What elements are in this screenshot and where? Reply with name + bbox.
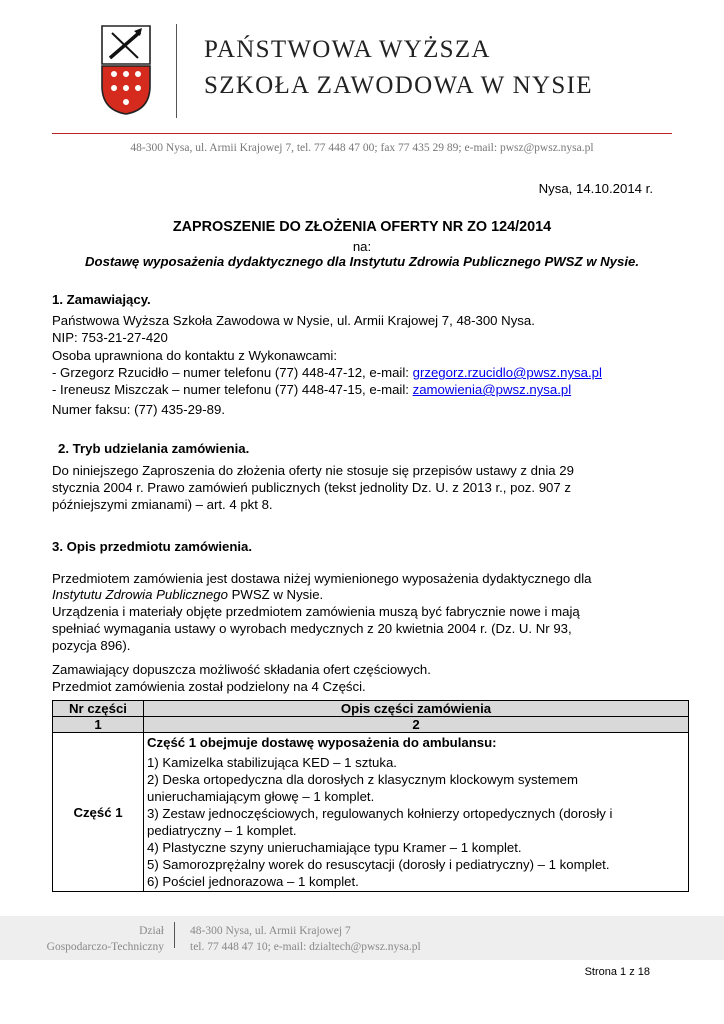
header-part-number: Nr części bbox=[53, 701, 144, 717]
section3-p1-line1: Przedmiotem zamówienia jest dostawa niżej wymienionego wyposażenia dydaktycznego dla bbox=[52, 571, 592, 586]
list-item: 3) Zestaw jednoczęściowych, regulowanych kołnierzy ortopedycznych (dorosły i bbox=[147, 806, 613, 821]
section2-heading: 2. Tryb udzielania zamówienia. bbox=[58, 441, 250, 456]
list-item: unieruchamiającym głowę – 1 komplet. bbox=[147, 789, 375, 804]
institution-name-line1: PAŃSTWOWA WYŻSZA bbox=[204, 36, 491, 63]
table-row bbox=[53, 733, 689, 892]
header-rule bbox=[52, 133, 672, 134]
header-divider bbox=[176, 24, 177, 118]
header-address: 48-300 Nysa, ul. Armii Krajowej 7, tel. 77 448 47 00; fax 77 435 29 89; e-mail: pwsz@pwsz.nysa.pl bbox=[130, 142, 594, 154]
section3-p3-line2: Przedmiot zamówienia został podzielony na 4 Części. bbox=[52, 679, 366, 694]
list-item: 1) Kamizelka stabilizująca KED – 1 sztuka. bbox=[147, 755, 397, 770]
section1-fax: Numer faksu: (77) 435-29-89. bbox=[52, 402, 225, 417]
list-item: 5) Samorozprężalny worek do resuscytacji (dorosły i pediatryczny) – 1 komplet. bbox=[147, 857, 610, 872]
document-title: ZAPROSZENIE DO ZŁOŻENIA OFERTY NR ZO 124/2014 bbox=[172, 219, 552, 235]
list-item: 4) Plastyczne szyny unieruchamiające typu Kramer – 1 komplet. bbox=[147, 840, 522, 855]
footer-department bbox=[47, 923, 164, 955]
part-description bbox=[144, 733, 689, 892]
document-na: na: bbox=[352, 239, 372, 254]
p1-line2-rest: PWSZ w Nysie. bbox=[227, 587, 324, 602]
column-number-1: 1 bbox=[53, 717, 144, 733]
list-item: pediatryczny – 1 komplet. bbox=[147, 823, 297, 838]
section3-p2-line3: pozycja 896). bbox=[52, 638, 131, 653]
institute-name-italic: Instytutu Zdrowia Publicznego bbox=[52, 587, 228, 602]
list-item: 6) Pościel jednorazowa – 1 komplet. bbox=[147, 874, 359, 889]
contact1-email-link[interactable]: grzegorz.rzucidlo@pwsz.nysa.pl bbox=[412, 365, 602, 380]
document-subject: Dostawę wyposażenia dydaktycznego dla Instytutu Zdrowia Publicznego PWSZ w Nysie. bbox=[85, 254, 639, 269]
footer-addr-line1: 48-300 Nysa, ul. Armii Krajowej 7 bbox=[190, 925, 351, 937]
section2-line2: stycznia 2004 r. Prawo zamówień publicznych (tekst jednolity Dz. U. z 2013 r., poz. 907 z bbox=[52, 480, 571, 495]
part-label: Część 1 bbox=[53, 733, 144, 892]
section1-contact2 bbox=[52, 381, 571, 398]
section3-p3-line1: Zamawiający dopuszcza możliwość składania ofert częściowych. bbox=[52, 662, 431, 677]
page-number: Strona 1 z 18 bbox=[584, 966, 650, 978]
institution-name-line2: SZKOŁA ZAWODOWA W NYSIE bbox=[204, 72, 593, 99]
section3-p2-line2: spełniać wymagania ustawy o wyrobach medycznych z 20 kwietnia 2004 r. (Dz. U. Nr 93, bbox=[52, 621, 572, 636]
section1-contact1 bbox=[52, 364, 602, 381]
contact1-text: - Grzegorz Rzucidło – numer telefonu (77) 448-47-12, e-mail: bbox=[52, 365, 413, 380]
table-number-row bbox=[53, 717, 689, 733]
section1-nip: NIP: 753-21-27-420 bbox=[52, 330, 168, 345]
university-crest-logo bbox=[100, 24, 152, 116]
parts-table bbox=[52, 700, 689, 892]
footer-addr-line2: tel. 77 448 47 10; e-mail: dzialtech@pwsz.nysa.pl bbox=[190, 941, 421, 953]
footer-address bbox=[190, 923, 421, 955]
section1-address: Państwowa Wyższa Szkoła Zawodowa w Nysie, ul. Armii Krajowej 7, 48-300 Nysa. bbox=[52, 313, 535, 328]
header-part-description: Opis części zamówienia bbox=[144, 701, 689, 717]
list-item: 2) Deska ortopedyczna dla dorosłych z klasycznym klockowym systemem bbox=[147, 772, 578, 787]
footer-dept-line1: Dział bbox=[139, 925, 164, 937]
table-header-row bbox=[53, 701, 689, 717]
section3-p1-line2 bbox=[52, 586, 323, 603]
section3-p2-line1: Urządzenia i materiały objęte przedmiotem zamówienia muszą być fabrycznie nowe i mają bbox=[52, 604, 580, 619]
part-title: Część 1 obejmuje dostawę wyposażenia do ambulansu: bbox=[147, 735, 497, 750]
contact2-email-link[interactable]: zamowienia@pwsz.nysa.pl bbox=[412, 382, 572, 397]
section1-heading: 1. Zamawiający. bbox=[52, 292, 151, 307]
section1-contact-intro: Osoba uprawniona do kontaktu z Wykonawcami: bbox=[52, 348, 338, 363]
section2-line3: późniejszymi zmianami) – art. 4 pkt 8. bbox=[52, 497, 273, 512]
section3-heading: 3. Opis przedmiotu zamówienia. bbox=[52, 539, 253, 554]
contact2-text: - Ireneusz Miszczak – numer telefonu (77) 448-47-15, e-mail: bbox=[52, 382, 413, 397]
document-date: Nysa, 14.10.2014 r. bbox=[538, 181, 653, 196]
footer-dept-line2: Gospodarczo-Techniczny bbox=[46, 941, 164, 953]
footer-divider bbox=[174, 922, 175, 948]
section2-line1: Do niniejszego Zaproszenia do złożenia oferty nie stosuje się przepisów ustawy z dnia 29 bbox=[52, 463, 574, 478]
column-number-2: 2 bbox=[144, 717, 689, 733]
